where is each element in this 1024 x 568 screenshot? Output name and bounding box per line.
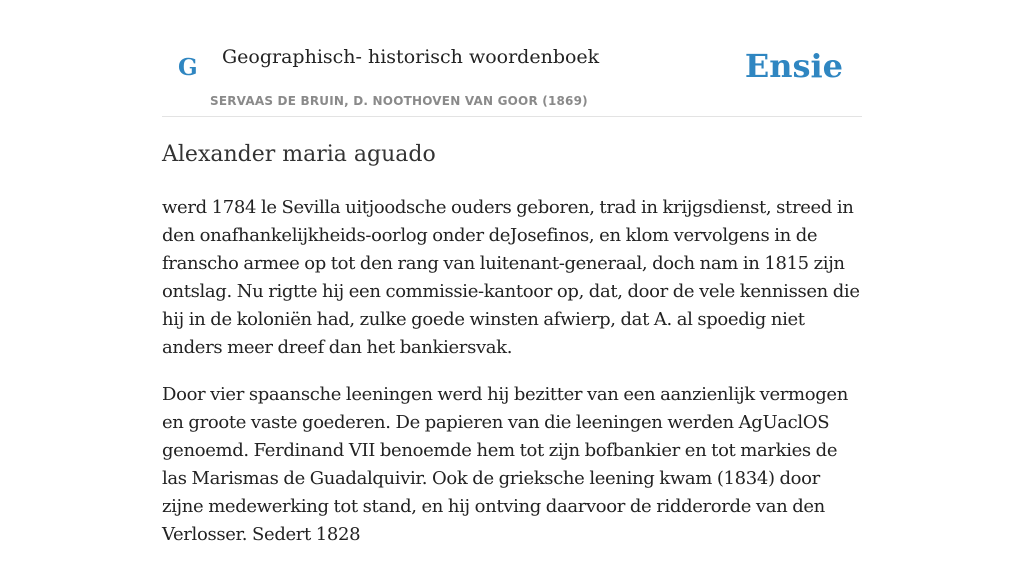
source-title-link[interactable]: Geographisch- historisch woordenboek [222,46,600,68]
source-header [162,0,862,117]
source-logo-icon[interactable]: G [178,54,198,81]
entry-paragraph: werd 1784 le Sevilla uitjoodsche ouders geboren, trad in krijgsdienst, streed in den onafhankelijkheids-oorlog onder deJosefinos, en klom vervolgens in de franscho armee op tot den rang van luitenant-generaal, doch nam in 1815 zijn ontslag. Nu rigtte hij een commissie-kantoor op, dat, door de vele kennissen die hij in de koloniën had, zulke goede winsten afwierp, dat A. al spoedig niet anders meer dreef dan het bankiersvak. [162,197,860,358]
entry-content [162,138,862,568]
entry-paragraph: Door vier spaansche leeningen werd hij bezitter van een aanzienlijk vermogen en groote vaste goederen. De papieren van die leeningen werden AgUaclOS genoemd. Ferdinand VII benoemde hem tot zijn bofbankier en tot markies de las Marismas de Guadalquivir. Ook de grieksche leening kwam (1834) door zijne medewerking tot stand, en hij ontving daarvoor de ridderorde van den Verlosser. Sedert 1828 [162,384,848,545]
entry-title: Alexander maria aguado [162,142,436,167]
ensie-logo[interactable]: Ensie [744,47,843,85]
source-authors: SERVAAS DE BRUIN, D. NOOTHOVEN VAN GOOR (1869) [210,94,588,108]
